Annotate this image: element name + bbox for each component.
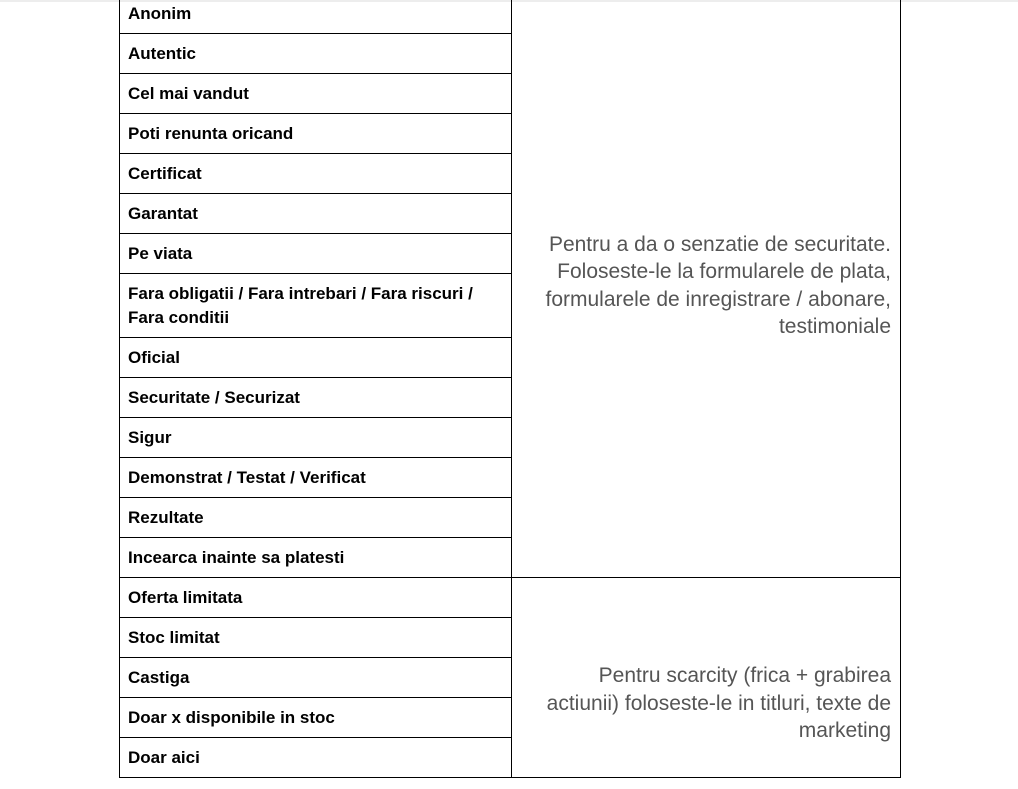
word-cell: Anonim [120, 0, 512, 34]
word-cell: Cel mai vandut [120, 74, 512, 114]
word-cell: Sigur [120, 418, 512, 458]
word-cell: Demonstrat / Testat / Verificat [120, 458, 512, 498]
word-cell: Securitate / Securizat [120, 378, 512, 418]
word-cell: Castiga [120, 658, 512, 698]
security-description-cell: Pentru a da o senzatie de securitate. Foloseste-le la formularele de plata, formularele de inregistrare / abonare, testimoniale [512, 0, 901, 578]
word-cell: Autentic [120, 34, 512, 74]
word-cell: Oferta limitata [120, 578, 512, 618]
word-cell: Poti renunta oricand [120, 114, 512, 154]
word-cell: Oficial [120, 338, 512, 378]
word-cell: Certificat [120, 154, 512, 194]
word-cell: Doar x disponibile in stoc [120, 698, 512, 738]
word-cell: Pe viata [120, 234, 512, 274]
table-row [120, 0, 901, 34]
table-row [120, 578, 901, 618]
persuasive-words-table [119, 0, 901, 778]
word-cell: Garantat [120, 194, 512, 234]
word-cell: Incearca inainte sa platesti [120, 538, 512, 578]
word-cell: Stoc limitat [120, 618, 512, 658]
word-cell: Rezultate [120, 498, 512, 538]
words-table-wrapper [119, 0, 900, 778]
word-cell: Fara obligatii / Fara intrebari / Fara riscuri / Fara conditii [120, 274, 512, 338]
word-cell: Doar aici [120, 738, 512, 778]
scarcity-description-cell: Pentru scarcity (frica + grabirea actiunii) foloseste-le in titluri, texte de marketing [512, 578, 901, 778]
